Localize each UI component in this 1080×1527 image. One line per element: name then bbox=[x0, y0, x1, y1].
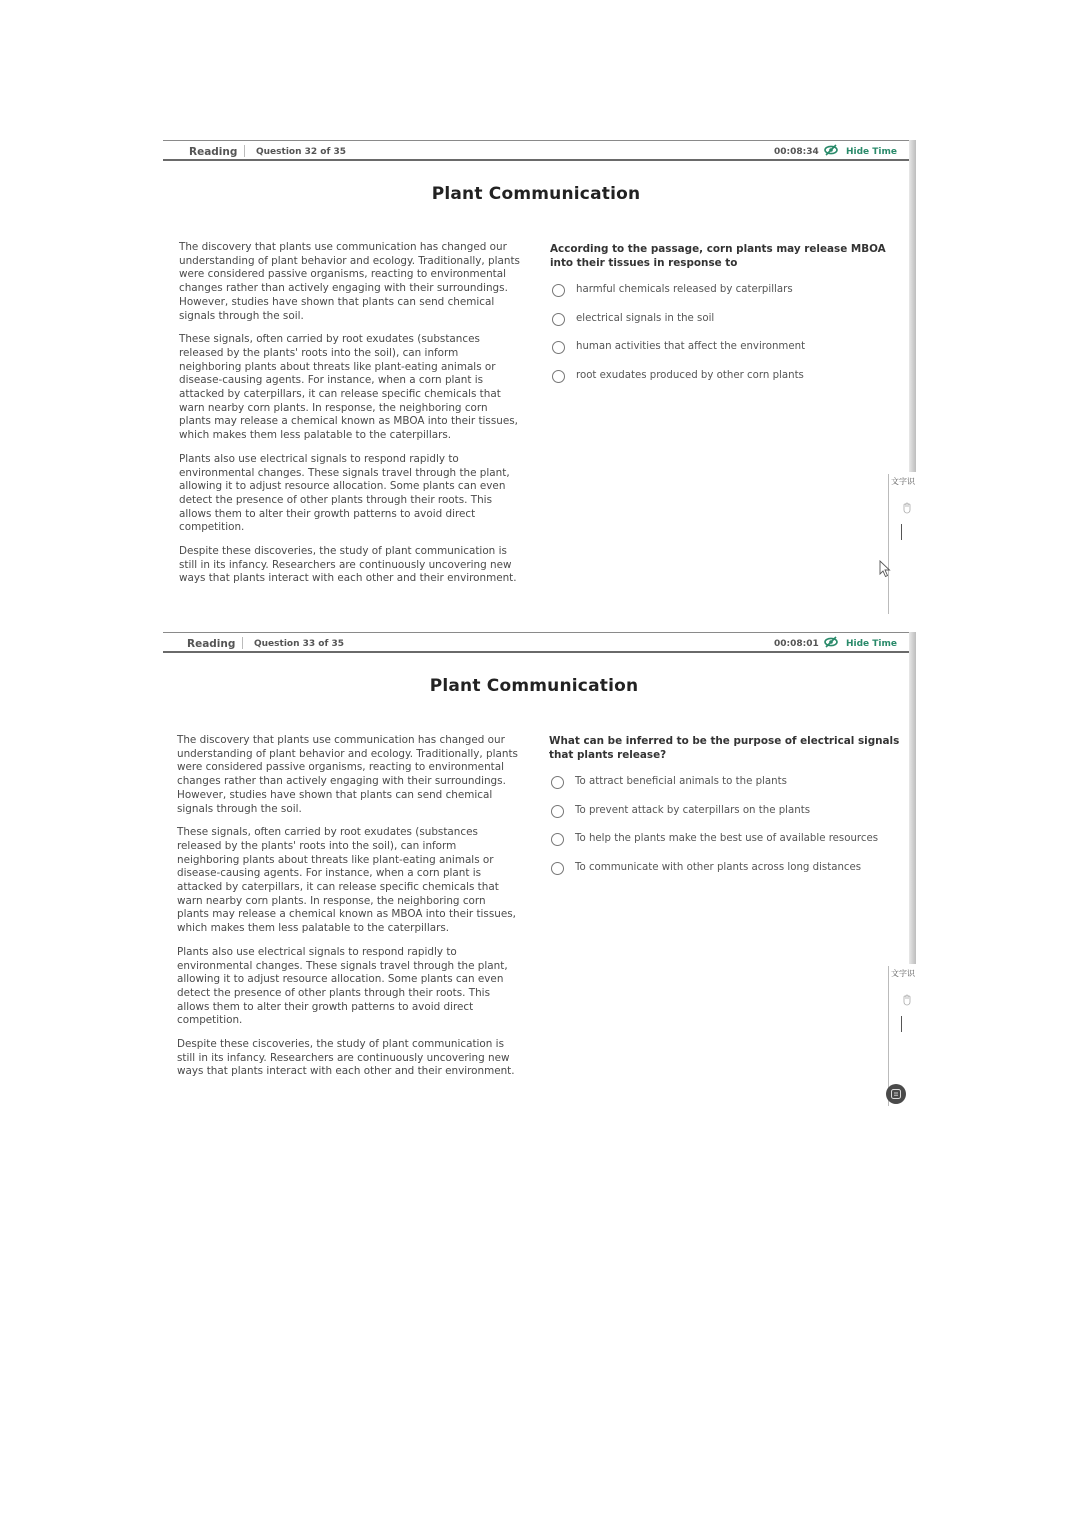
test-screen-q33 bbox=[163, 632, 916, 1106]
screen-recognize-icon bbox=[890, 1088, 902, 1100]
passage-paragraph: Plants also use electrical signals to respond rapidly to environmental changes. These signals travel through the plant, allowing it to adjust resource allocation. Some plants can even detect the presence of other plants through their roots. This allows them to alter their growth patterns to avoid direct competition. bbox=[177, 945, 508, 1027]
option-label[interactable]: To communicate with other plants across long distances bbox=[575, 861, 862, 873]
option-label[interactable]: To attract beneficial animals to the plants bbox=[575, 776, 787, 787]
timer: 00:08:34 bbox=[774, 147, 819, 157]
passage-paragraph: The discovery that plants use communication has changed our understanding of plant behavior and ecology. Traditionally, plants were considered passive organisms, reacting to environmental changes rather than actively engaging with their surroundings. However, studies have shown that plants can send chemical signals through the soil. bbox=[177, 734, 518, 815]
passage-paragraph: The discovery that plants use communication has changed our understanding of plant behavior and ecology. Traditionally, plants were considered passive organisms, reacting to environmental changes rather than actively engaging with their surroundings. However, studies have shown that plants can send chemical signals through the soil. bbox=[179, 241, 520, 322]
option-label[interactable]: human activities that affect the environment bbox=[576, 341, 806, 352]
radio-button[interactable] bbox=[552, 284, 565, 297]
hide-time-button[interactable]: Hide Time bbox=[846, 147, 898, 157]
answer-option-d[interactable] bbox=[549, 862, 904, 891]
question-text: According to the passage, corn plants may release MBOA into their tissues in response to bbox=[550, 243, 886, 269]
answer-option-b[interactable] bbox=[550, 313, 900, 342]
radio-button[interactable] bbox=[551, 862, 564, 875]
test-header bbox=[163, 633, 909, 653]
radio-button[interactable] bbox=[551, 833, 564, 846]
screen-recognize-button[interactable] bbox=[886, 1084, 906, 1104]
option-label[interactable]: electrical signals in the soil bbox=[576, 312, 715, 324]
eye-slash-icon[interactable] bbox=[824, 144, 838, 156]
radio-button[interactable] bbox=[552, 313, 565, 326]
radio-button[interactable] bbox=[552, 370, 565, 383]
answer-option-a[interactable] bbox=[549, 776, 904, 805]
header-divider bbox=[242, 637, 243, 649]
hand-icon[interactable] bbox=[902, 994, 912, 1006]
question-counter: Question 33 of 35 bbox=[254, 639, 345, 649]
toolbar-divider bbox=[901, 524, 902, 540]
question-panel bbox=[549, 734, 904, 890]
radio-button[interactable] bbox=[551, 776, 564, 789]
passage-paragraph: Despite these ciscoveries, the study of plant communication is still in its infancy. Researchers are continuously uncovering new ways that plants interact with each other and their environment. bbox=[177, 1038, 515, 1078]
answer-option-c[interactable] bbox=[550, 341, 900, 370]
radio-button[interactable] bbox=[552, 341, 565, 354]
eye-slash-icon[interactable] bbox=[824, 636, 838, 648]
passage-title: Plant Communication bbox=[431, 184, 641, 204]
passage-title: Plant Communication bbox=[429, 676, 639, 696]
test-screen-q32 bbox=[163, 140, 916, 614]
toolbar-divider bbox=[901, 1016, 902, 1032]
test-header bbox=[163, 141, 909, 161]
window-frame-edge bbox=[909, 140, 916, 472]
answer-option-b[interactable] bbox=[549, 805, 904, 834]
passage-paragraph: These signals, often carried by root exudates (substances released by the plants' roots into the soil), can inform neighboring plants about threats like plant-eating animals or disease-causing agents. For instance, when a corn plant is attacked by caterpillars, it can release specific chemicals that warn nearby corn plants. In response, the neighboring corn plants may release a chemical known as MBOA into their tissues, which makes them less palatable to the caterpillars. bbox=[179, 333, 518, 442]
window-frame-edge bbox=[909, 632, 916, 964]
answer-option-d[interactable] bbox=[550, 370, 900, 399]
floating-toolbar bbox=[888, 474, 919, 614]
text-recognize-button[interactable]: 文字识 bbox=[891, 477, 915, 486]
question-text: What can be inferred to be the purpose of electrical signals that plants release? bbox=[549, 735, 900, 761]
passage-paragraph: Plants also use electrical signals to respond rapidly to environmental changes. These signals travel through the plant, allowing it to adjust resource allocation. Some plants can even detect the presence of other plants through their roots. This allows them to alter their growth patterns to avoid direct competition. bbox=[179, 452, 510, 534]
hide-time-button[interactable]: Hide Time bbox=[846, 639, 898, 649]
answer-option-a[interactable] bbox=[550, 284, 900, 313]
reading-passage bbox=[179, 241, 521, 596]
option-label[interactable]: harmful chemicals released by caterpillars bbox=[576, 284, 793, 295]
timer: 00:08:01 bbox=[774, 639, 819, 649]
section-label: Reading bbox=[187, 638, 236, 650]
answer-option-c[interactable] bbox=[549, 833, 904, 862]
radio-button[interactable] bbox=[551, 805, 564, 818]
cursor-icon bbox=[879, 560, 891, 578]
hand-icon[interactable] bbox=[902, 502, 912, 514]
option-label[interactable]: To prevent attack by caterpillars on the plants bbox=[575, 804, 811, 816]
reading-passage bbox=[177, 734, 519, 1089]
header-divider bbox=[244, 145, 245, 157]
section-label: Reading bbox=[189, 146, 238, 158]
text-recognize-button[interactable]: 文字识 bbox=[891, 969, 915, 978]
passage-paragraph: These signals, often carried by root exudates (substances released by the plants' roots into the soil), can inform neighboring plants about threats like plant-eating animals or disease-causing agents. For instance, when a corn plant is attacked by caterpillars, it can release specific chemicals that warn nearby corn plants. In response, the neighboring corn plants may release a chemical known as MBOA into their tissues, which makes them less palatable to the caterpillars. bbox=[177, 826, 516, 935]
option-label[interactable]: To help the plants make the best use of available resources bbox=[575, 833, 879, 844]
question-counter: Question 32 of 35 bbox=[256, 147, 347, 157]
passage-paragraph: Despite these discoveries, the study of plant communication is still in its infancy. Researchers are continuously uncovering new ways that plants interact with each other and their environment. bbox=[179, 545, 517, 585]
question-panel bbox=[550, 242, 900, 398]
option-label[interactable]: root exudates produced by other corn plants bbox=[576, 369, 804, 381]
